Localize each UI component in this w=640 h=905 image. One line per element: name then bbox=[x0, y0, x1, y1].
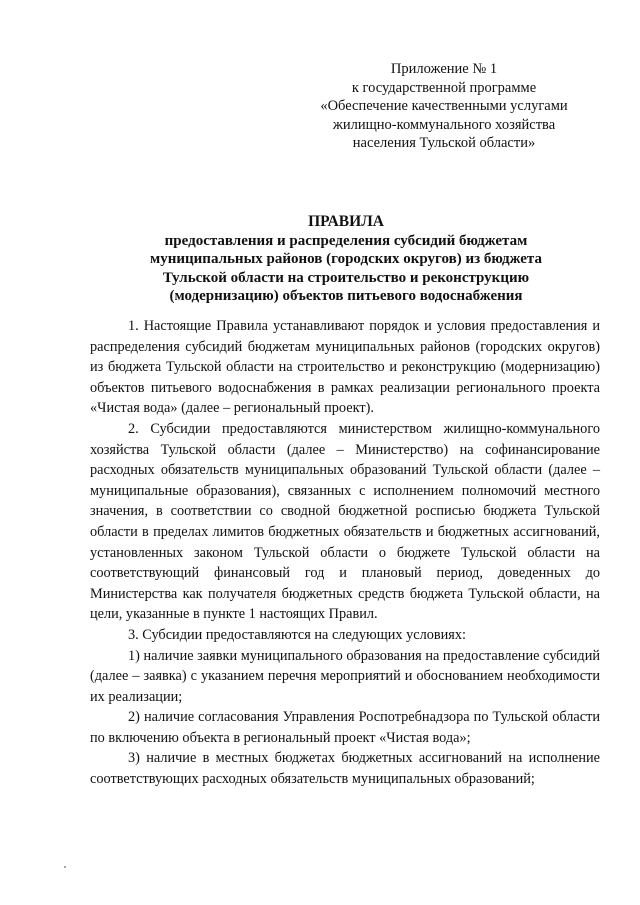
scan-speck bbox=[64, 866, 66, 868]
document-body bbox=[90, 316, 600, 790]
title-line: Тульской области на строительство и реконструкцию bbox=[162, 269, 530, 286]
condition-3: 3) наличие в местных бюджетах бюджетных ассигнований на исполнение соответствующих расходных обязательств муниципальных образований; bbox=[90, 750, 600, 788]
title-line: предоставления и распределения субсидий бюджетам bbox=[164, 233, 528, 250]
paragraph-2: 2. Субсидии предоставляются министерством жилищно-коммунального хозяйства Тульской области (далее – Министерство) на софинансирование расходных обязательств муниципальных образований Тульской области (далее – муниципальные образования), связанных с исполнением полномочий местного значения, в соответствии со сводной бюджетной росписью бюджета Тульской области в пределах лимитов бюджетных обязательств и бюджетных ассигнований, установленных законом Тульской области о бюджете Тульской области на соответствующий финансовый год и плановый период, доведенных до Министерства как получателя бюджетных средств бюджета Тульской области, на цели, указанные в пункте 1 настоящих Правил. bbox=[90, 420, 600, 623]
annex-line: населения Тульской области» bbox=[352, 135, 536, 151]
title-line: (модернизацию) объектов питьевого водоснабжения bbox=[169, 287, 523, 304]
title-heading: ПРАВИЛА bbox=[308, 213, 384, 230]
condition-1: 1) наличие заявки муниципального образования на предоставление субсидий (далее – заявка) с указанием перечня мероприятий и обоснованием необходимости их реализации; bbox=[90, 647, 600, 705]
annex-number: Приложение № 1 bbox=[390, 61, 498, 77]
annex-block bbox=[300, 60, 588, 153]
annex-line: жилищно-коммунального хозяйства bbox=[332, 116, 556, 133]
condition-2: 2) наличие согласования Управления Роспотребнадзора по Тульской области по включению объекта в региональный проект «Чистая вода»; bbox=[90, 709, 600, 746]
paragraph-3: 3. Субсидии предоставляются на следующих условиях: bbox=[128, 626, 466, 643]
title-line: муниципальных районов (городских округов) из бюджета bbox=[150, 251, 542, 268]
paragraph-1: 1. Настоящие Правила устанавливают порядок и условия предоставления и распределения субсидий бюджетам муниципальных районов (городских округов) из бюджета Тульской области на строительство и реконструкцию (модернизацию) объектов питьевого водоснабжения в рамках реализации регионального проекта «Чистая вода» (далее – региональный проект). bbox=[90, 318, 600, 417]
document-title bbox=[88, 213, 604, 305]
annex-line: к государственной программе bbox=[351, 79, 537, 96]
annex-line: «Обеспечение качественными услугами bbox=[320, 98, 568, 114]
